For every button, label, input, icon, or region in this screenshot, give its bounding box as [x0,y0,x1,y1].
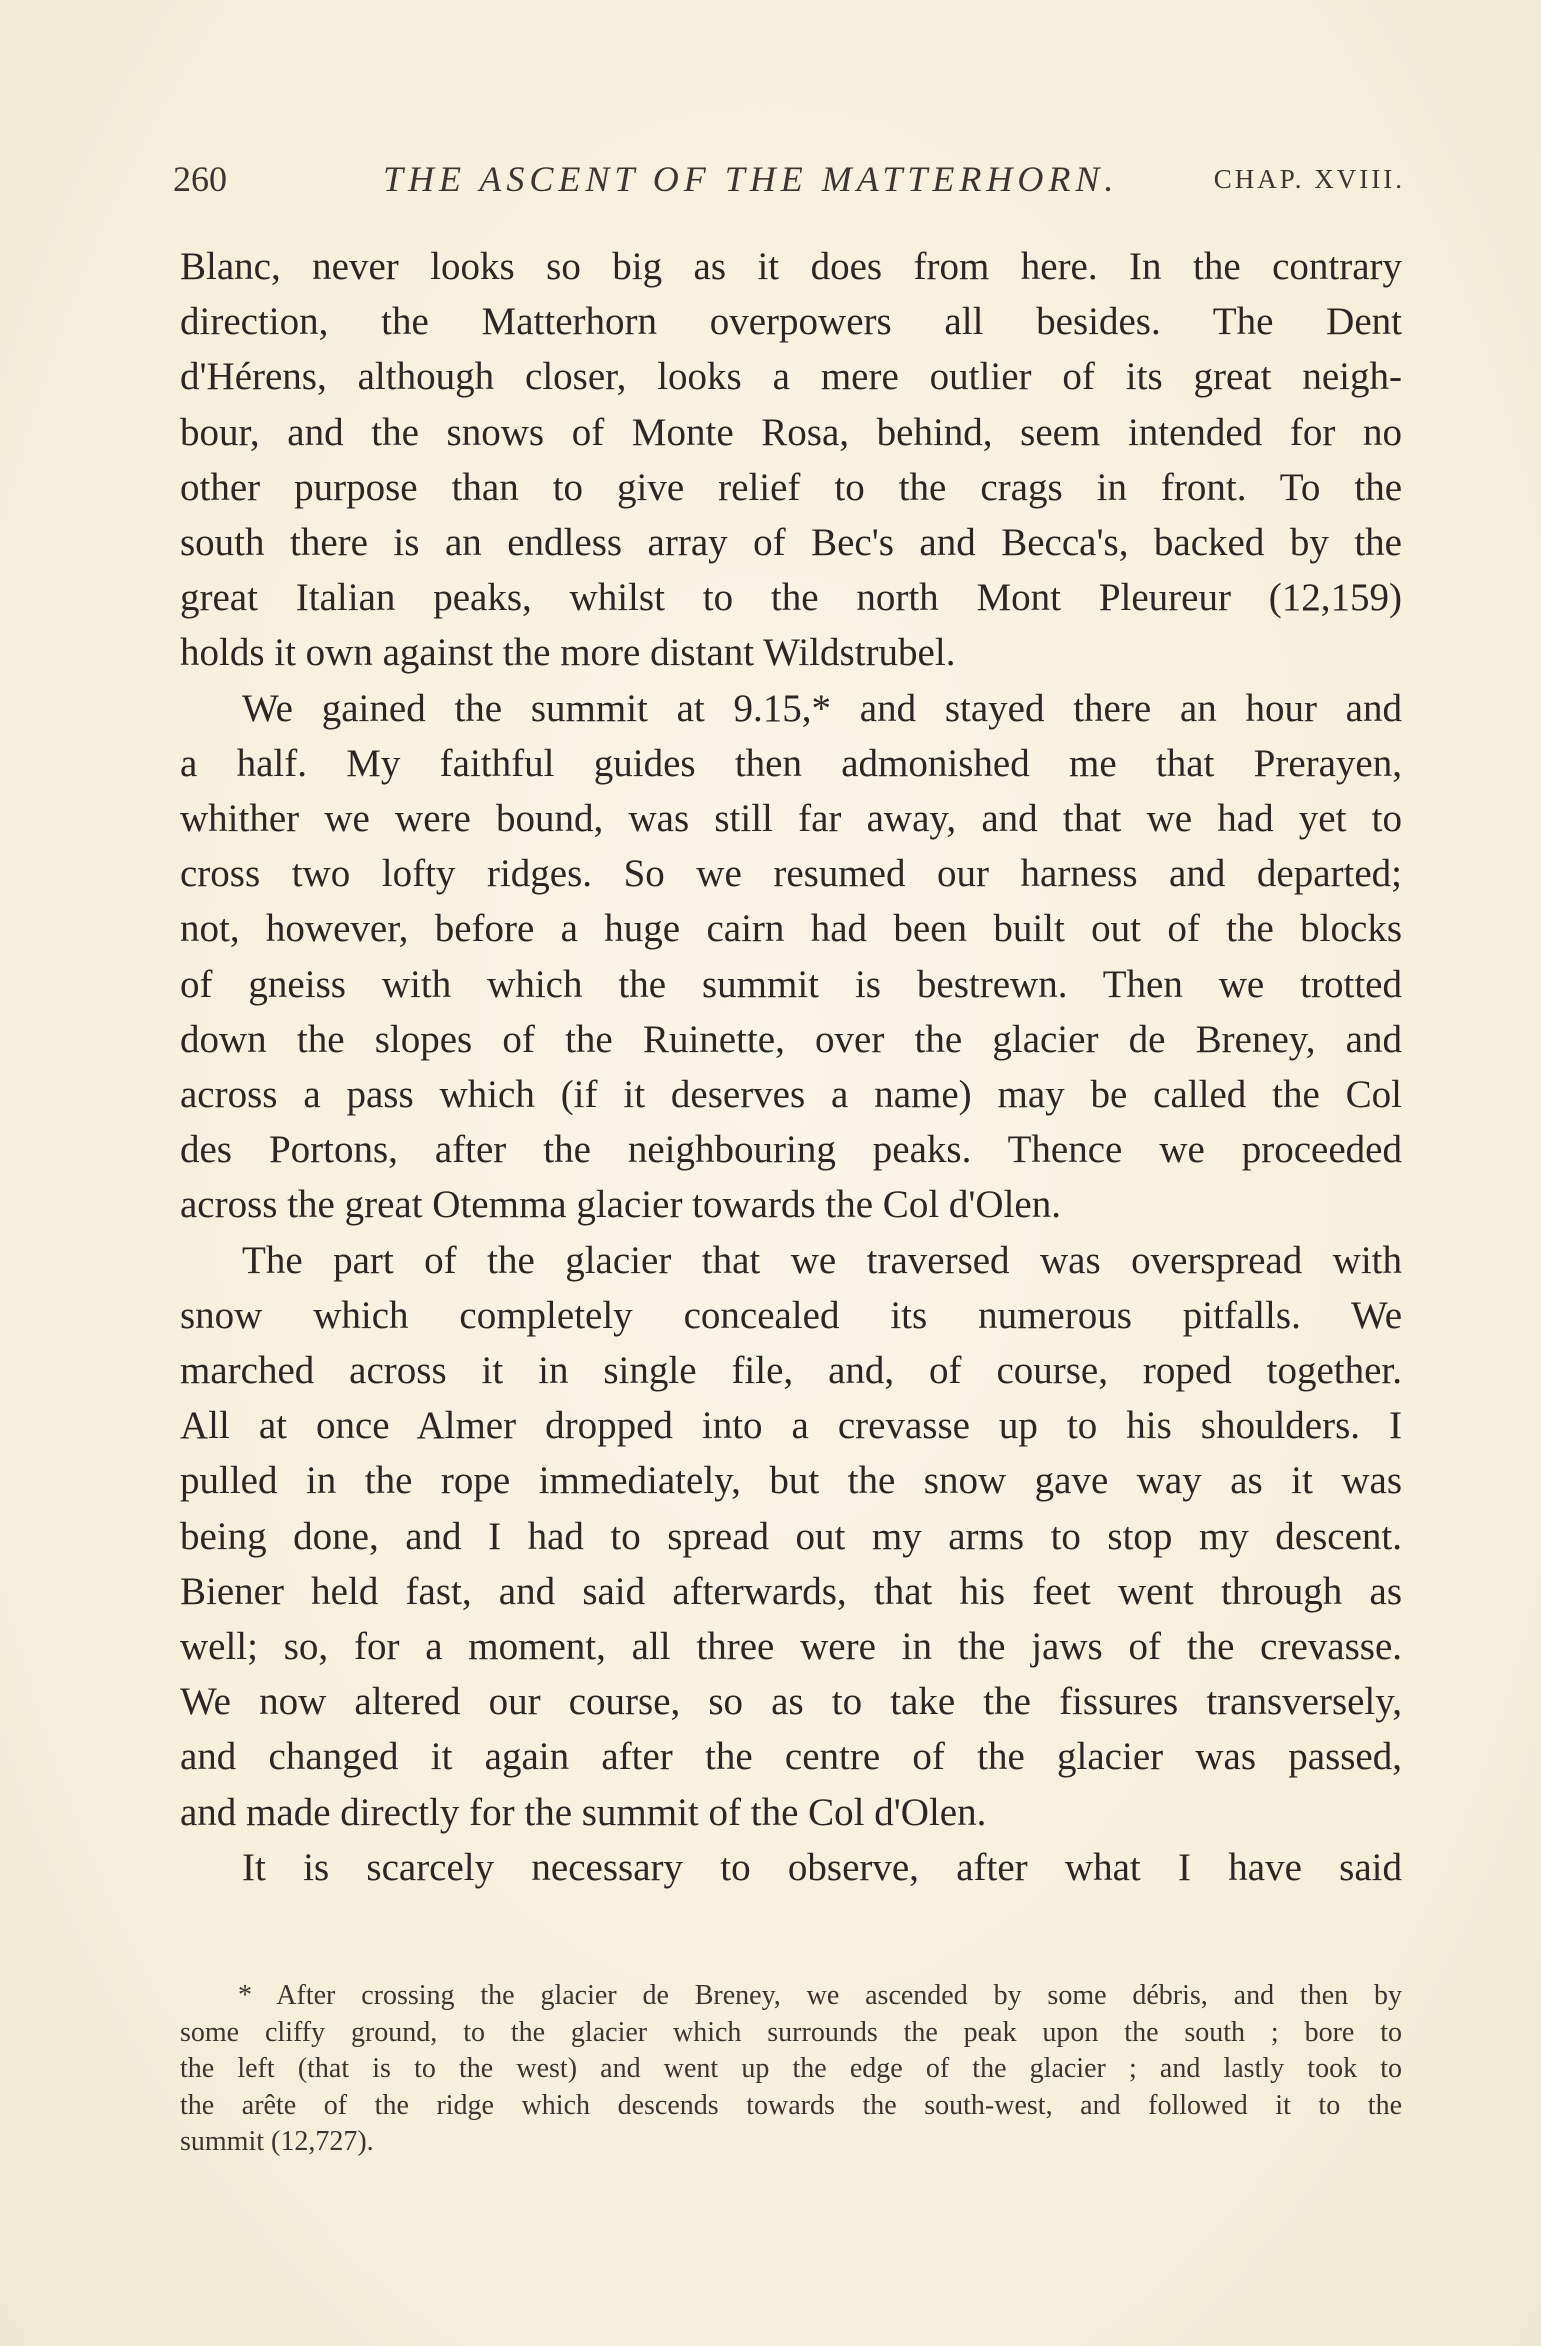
paragraph-2 [180,681,1402,1233]
text-line: We now altered our course, so as to take the fissures transversely, [180,1680,1402,1724]
text-line: great Italian peaks, whilst to the north Mont Pleureur (12,159) [180,576,1402,620]
text-line: d'Hérens, although closer, looks a mere outlier of its great neigh- [180,355,1402,399]
paragraph-3 [180,1233,1402,1840]
text-line: The part of the glacier that we traversed was overspread with [242,1238,1402,1282]
text-line: pulled in the rope immediately, but the snow gave way as it was [180,1459,1402,1503]
text-line: holds it own against the more distant Wildstrubel. [180,631,956,675]
text-line: Biener held fast, and said afterwards, that his feet went through as [180,1569,1402,1613]
text-line: direction, the Matterhorn overpowers all besides. The Dent [180,300,1402,344]
running-title: THE ASCENT OF THE MATTERHORN. [383,159,1119,199]
text-line: All at once Almer dropped into a crevasse up to his shoulders. I [180,1404,1402,1448]
chapter-label: CHAP. XVIII. [1213,164,1405,194]
text-line: and changed it again after the centre of the glacier was passed, [180,1735,1402,1779]
text-line: well; so, for a moment, all three were in the jaws of the crevasse. [180,1625,1402,1669]
text-line: cross two lofty ridges. So we resumed our harness and departed; [180,852,1402,896]
text-line: across a pass which (if it deserves a name) may be called the Col [180,1073,1402,1117]
text-line: not, however, before a huge cairn had been built out of the blocks [180,907,1402,951]
paragraph-1 [180,239,1402,681]
text-line: of gneiss with which the summit is bestrewn. Then we trotted [180,962,1402,1006]
footnote-line: * After crossing the glacier de Breney, we ascended by some débris, and then by [238,1980,1402,2011]
footnote-line: summit (12,727). [180,2126,374,2158]
text-line: and made directly for the summit of the Col d'Olen. [180,1790,987,1834]
page-number: 260 [173,159,227,199]
text-line: des Portons, after the neighbouring peaks. Thence we proceeded [180,1128,1402,1172]
running-header [173,158,1405,202]
text-line: being done, and I had to spread out my arms to stop my descent. [180,1514,1402,1558]
footnote-line: the arête of the ridge which descends towards the south-west, and followed it to the [180,2089,1402,2121]
text-line: Blanc, never looks so big as it does from here. In the contrary [180,245,1402,288]
body-text [180,239,1402,1895]
footnote [180,1978,1402,2161]
text-line: It is scarcely necessary to observe, after what I have said [242,1845,1402,1889]
text-line: bour, and the snows of Monte Rosa, behind, seem intended for no [180,410,1402,454]
text-line: whither we were bound, was still far away, and that we had yet to [180,797,1402,841]
text-line: south there is an endless array of Bec's and Becca's, backed by the [180,521,1402,565]
text-line: other purpose than to give relief to the crags in front. To the [180,465,1402,509]
text-line: down the slopes of the Ruinette, over the glacier de Breney, and [180,1017,1402,1061]
text-line: We gained the summit at 9.15,* and stayed there an hour and [242,686,1402,730]
text-line: across the great Otemma glacier towards the Col d'Olen. [180,1183,1061,1227]
paragraph-4 [180,1840,1402,1895]
footnote-line: the left (that is to the west) and went up the edge of the glacier ; and lastly took to [180,2053,1402,2085]
text-line: a half. My faithful guides then admonished me that Prerayen, [180,741,1402,785]
text-line: marched across it in single file, and, of course, roped together. [180,1349,1402,1393]
text-line: snow which completely concealed its numerous pitfalls. We [180,1293,1402,1337]
footnote-line: some cliffy ground, to the glacier which surrounds the peak upon the south ; bore to [180,2016,1402,2048]
